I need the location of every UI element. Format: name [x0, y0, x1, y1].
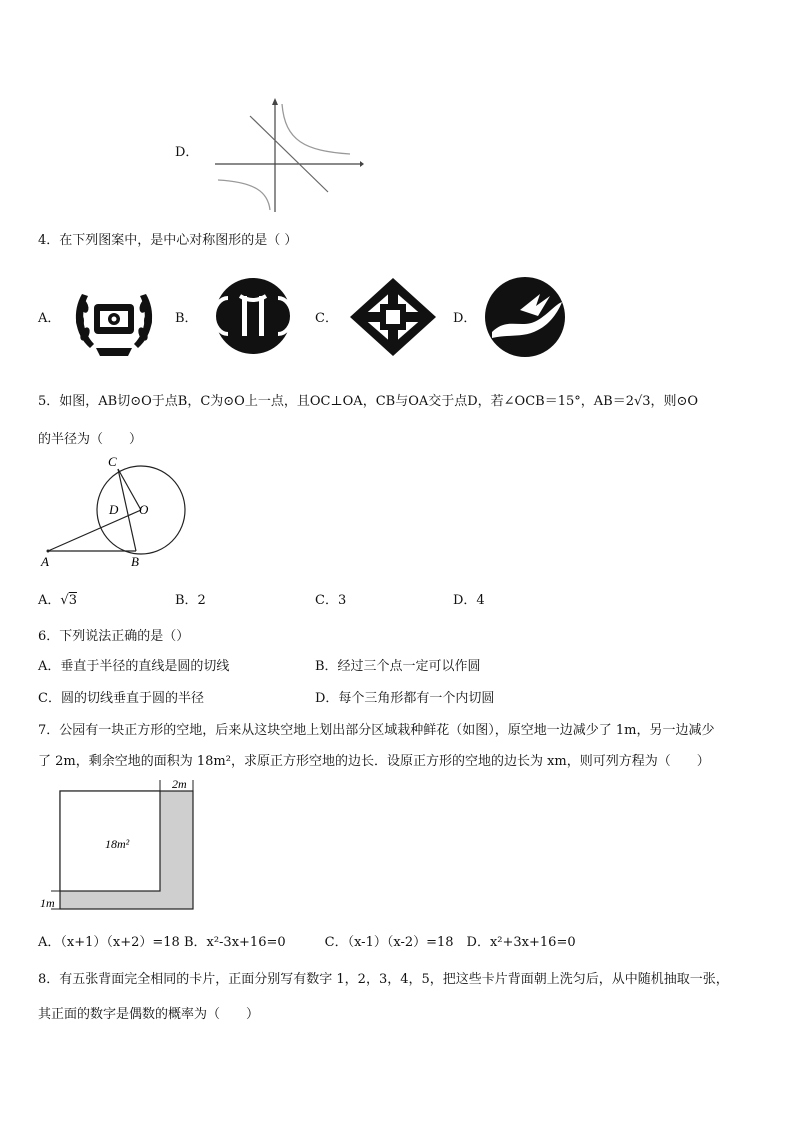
q4-emblem-d	[480, 276, 570, 358]
q5-figure	[35, 452, 195, 572]
sqrt-icon: √	[60, 593, 69, 608]
q6-option-c: C．圆的切线垂直于圆的半径	[38, 691, 204, 706]
q5-stem-line1: 5．如图，AB切⊙O于点B，C为⊙O上一点，且OC⊥OA，CB与OA交于点D，若∠OCB＝15°，AB＝2√3，则⊙O	[38, 394, 699, 409]
x-axis-arrow	[360, 161, 364, 167]
q6-stem: 6．下列说法正确的是（）	[38, 629, 190, 644]
q6-option-b: B．经过三个点一定可以作圆	[315, 659, 481, 674]
label-2m: 2m	[172, 777, 187, 791]
q5-stem-line2: 的半径为（ ）	[38, 432, 143, 447]
label-1m: 1m	[40, 896, 55, 910]
q5-option-a	[38, 589, 77, 608]
label-o: O	[139, 502, 149, 517]
q6-option-a: A．垂直于半径的直线是圆的切线	[38, 659, 230, 674]
q4-emblem-c	[348, 276, 438, 358]
q7-figure	[36, 775, 201, 915]
q5-option-c: C．3	[315, 593, 347, 608]
q4-option-a-label: A．	[38, 311, 61, 326]
q8-stem-line1: 8．有五张背面完全相同的卡片，正面分别写有数字 1，2，3，4，5，把这些卡片背面朝上洗匀后，从中随机抽取一张，	[38, 972, 729, 987]
line-graph	[250, 116, 328, 192]
q8-stem-line2: 其正面的数字是偶数的概率为（ ）	[38, 1007, 260, 1022]
q7-stem-line1: 7．公园有一块正方形的空地，后来从这块空地上划出部分区域栽种鲜花（如图），原空地一边减少了 1m，另一边减少	[38, 723, 715, 738]
q4-stem: 4．在下列图案中，是中心对称图形的是（ ）	[38, 233, 298, 248]
hyperbola-branch-1	[282, 104, 350, 154]
q4-option-c-label: C．	[315, 311, 338, 326]
label-b: B	[131, 554, 139, 569]
hyperbola-branch-2	[218, 180, 270, 210]
segment-cb	[118, 469, 136, 551]
q5-option-d: D．4	[453, 593, 485, 608]
q7-stem-line2: 了 2m，剩余空地的面积为 18m²，求原正方形空地的边长．设原正方形的空地的边长为 xm，则可列方程为（ ）	[38, 754, 710, 769]
q5-option-a-label: A．	[38, 593, 61, 608]
segment-co	[118, 469, 141, 510]
q4-emblem-b	[208, 276, 298, 356]
label-a: A	[41, 554, 49, 569]
y-axis-arrow	[272, 98, 278, 105]
q3-option-d-label: D．	[175, 145, 199, 160]
q5-option-b: B．2	[175, 593, 206, 608]
q5-option-a-radicand: 3	[68, 593, 77, 608]
q3-option-d-graph	[210, 96, 365, 212]
q4-option-d-label: D．	[453, 311, 477, 326]
label-area: 18m²	[105, 837, 130, 851]
q6-option-d: D．每个三角形都有一个内切圆	[315, 691, 495, 706]
q7-options: A．（x+1）（x+2）=18 B．x²-3x+16=0 C．（x-1）（x-2）=18 D．x²+3x+16=0	[38, 935, 576, 950]
label-d: D	[109, 502, 119, 517]
q4-option-b-label: B．	[175, 311, 198, 326]
segment-ao	[48, 510, 141, 551]
label-c: C	[108, 454, 117, 469]
q4-emblem-a	[70, 276, 158, 358]
